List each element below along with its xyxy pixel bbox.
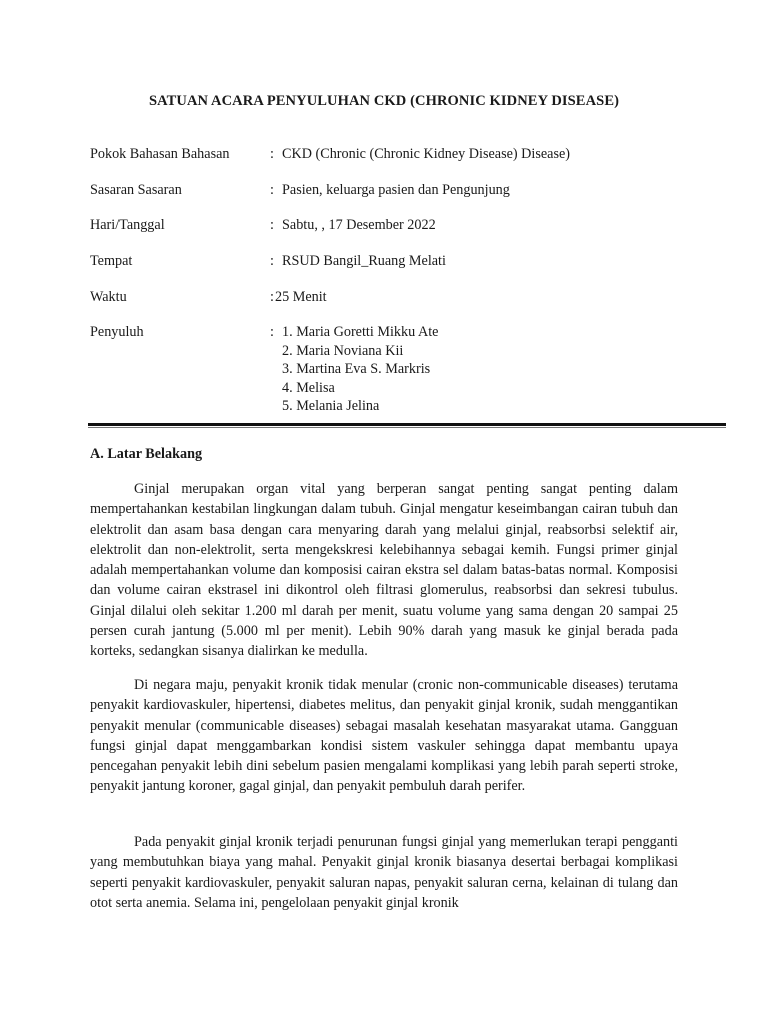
penyuluh-list bbox=[282, 323, 438, 416]
list-item: 1. Maria Goretti Mikku Ate bbox=[282, 324, 439, 340]
paragraph: Ginjal merupakan organ vital yang berperan sangat penting sangat penting dalam mempertahankan kestabilan lingkungan dalam tubuh. Ginjal mengatur keseimbangan cairan tubuh dan elektrolit dan asam basa dengan cara menyaring darah yang melalui ginjal, reabsorbsi selektif air, elektrolit dan non-elektrolit, serta mengekskresi kelebihannya sebagai kemih. Fungsi primer ginjal adalah mempertahankan volume dan komposisi cairan ekstra sel dalam batas-batas normal. Komposisi dan volume cairan ekstrasel ini dikontrol oleh filtrasi glomerulus, reabsorbsi dan sekresi tubulus. Ginjal dilalui oleh sekitar 1.200 ml darah per menit, suatu volume yang sama dengan 20 sampai 25 persen curah jantung (5.000 ml per menit). Lebih 90% darah yang masuk ke ginjal berada pada korteks, sedangkan sisanya dialirkan ke medulla. bbox=[90, 481, 678, 660]
list-item: 4. Melisa bbox=[282, 379, 335, 396]
info-label: Pokok Bahasan Bahasan bbox=[90, 146, 230, 162]
info-value: CKD (Chronic (Chronic Kidney Disease) Disease) bbox=[282, 146, 571, 162]
info-colon: : bbox=[270, 253, 274, 269]
info-colon: : bbox=[270, 324, 274, 340]
info-colon: : bbox=[270, 217, 274, 233]
paragraph: Pada penyakit ginjal kronik terjadi penurunan fungsi ginjal yang memerlukan terapi pengganti yang membutuhkan biaya yang mahal. Penyakit ginjal kronik biasanya desertai berbagai komplikasi seperti penyakit kardiovaskuler, penyakit saluran napas, penyakit saluran cerna, kelainan di tulang dan otot serta anemia. Selama ini, pengelolaan penyakit ginjal kronik bbox=[90, 834, 678, 911]
list-item: 3. Martina Eva S. Markris bbox=[282, 361, 431, 377]
list-item: 2. Maria Noviana Kii bbox=[282, 342, 404, 359]
info-label: Hari/Tanggal bbox=[90, 217, 165, 233]
section-divider bbox=[88, 423, 726, 426]
info-value: Sabtu, , 17 Desember 2022 bbox=[282, 217, 436, 233]
section-divider-shadow bbox=[88, 427, 726, 428]
info-label: Penyuluh bbox=[90, 324, 144, 340]
section-heading: A. Latar Belakang bbox=[90, 446, 203, 462]
info-value: RSUD Bangil_Ruang Melati bbox=[282, 253, 446, 269]
info-value: Pasien, keluarga pasien dan Pengunjung bbox=[282, 182, 510, 198]
info-colon: : bbox=[270, 146, 274, 162]
info-label: Tempat bbox=[90, 253, 133, 269]
info-label: Sasaran Sasaran bbox=[90, 182, 182, 198]
list-item: 5. Melania Jelina bbox=[282, 398, 380, 414]
paragraph: Di negara maju, penyakit kronik tidak menular (cronic non-communicable diseases) terutama penyakit kardiovaskuler, hipertensi, diabetes melitus, dan penyakit ginjal kronik, sudah menggantikan penyakit menular (communicable diseases) sebagai masalah kesehatan masyarakat utama. Gangguan fungsi ginjal dapat menggambarkan kondisi sistem vaskuler sehingga dapat membantu upaya pencegahan penyakit lebih dini sebelum pasien mengalami komplikasi yang lebih parah seperti stroke, penyakit jantung koroner, gagal ginjal, dan penyakit pembuluh darah perifer. bbox=[90, 677, 678, 795]
document-title: SATUAN ACARA PENYULUHAN CKD (CHRONIC KIDNEY DISEASE) bbox=[148, 93, 620, 109]
info-label: Waktu bbox=[90, 289, 127, 305]
info-colon: : bbox=[270, 289, 274, 305]
info-value: 25 Menit bbox=[275, 289, 327, 305]
info-colon: : bbox=[270, 182, 274, 198]
